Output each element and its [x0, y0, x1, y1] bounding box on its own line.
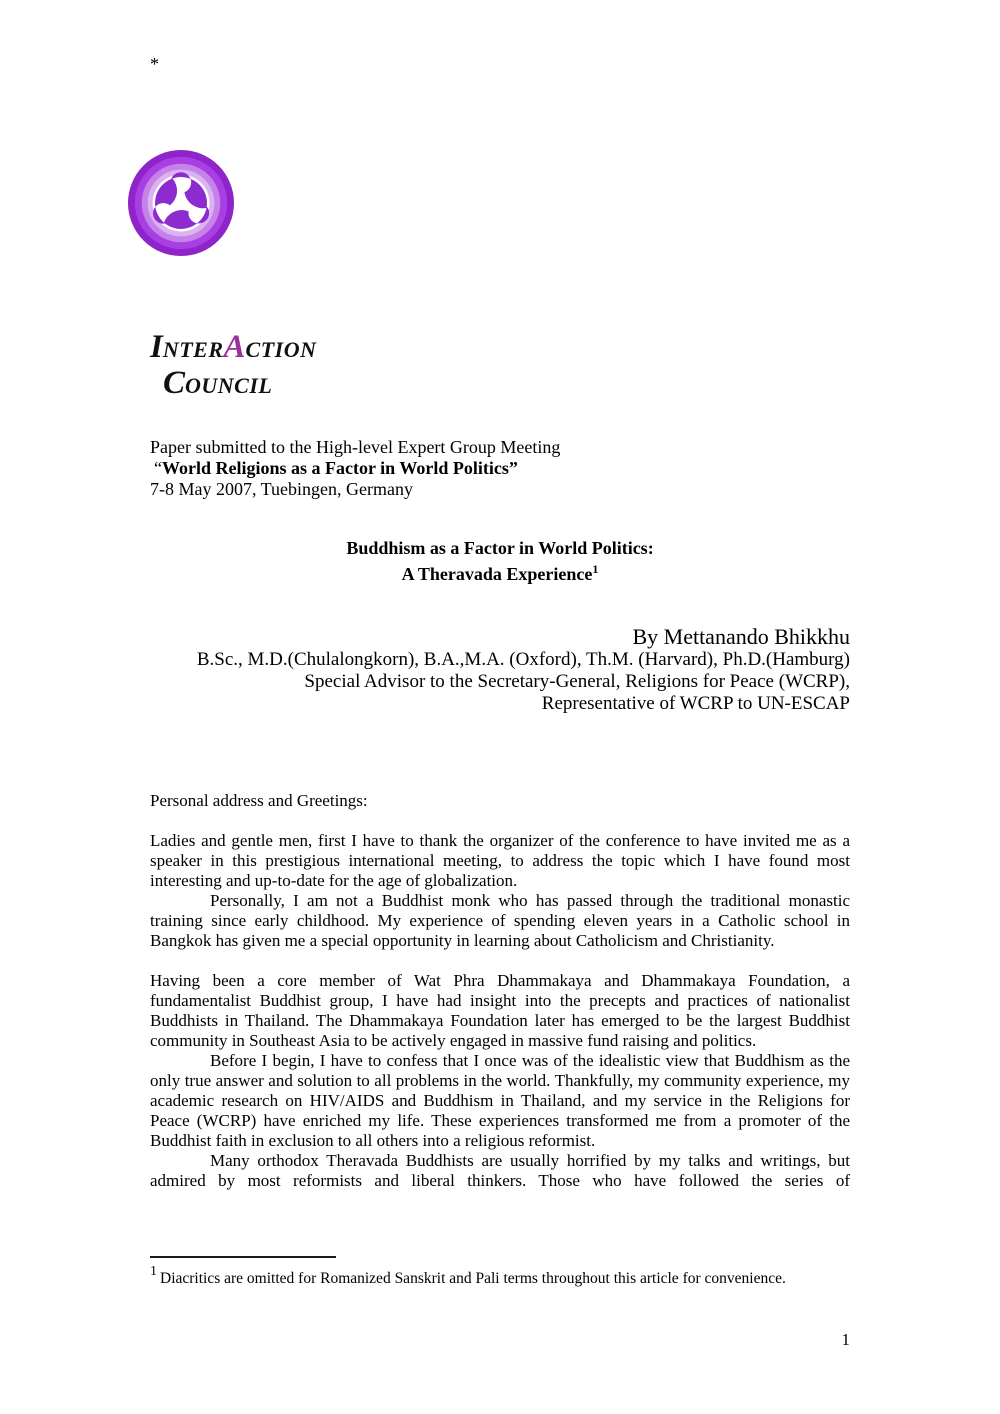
org-name-line2 [163, 365, 317, 404]
org-name-line1 [150, 329, 317, 368]
paper-subtitle: A Theravada Experience [401, 564, 593, 584]
body-paragraph: Many orthodox Theravada Buddhists are usually horrified by my talks and writings, but admired by most reformists and liberal thinkers. Those who have followed the series of [150, 1151, 850, 1190]
meeting-title-bold: World Religions as a Factor in World Politics [162, 458, 509, 478]
footnote-reference: 1 [592, 562, 599, 576]
org-initial-c: C [163, 365, 186, 401]
footnote-area [150, 1256, 850, 1288]
submission-info [150, 437, 560, 500]
greeting-heading: Personal address and Greetings: [150, 791, 368, 810]
author-byline: By Mettanando Bhikkhu [632, 624, 850, 649]
submission-meeting-title [150, 458, 560, 479]
body-paragraph: Before I begin, I have to confess that I once was of the idealistic view that Buddhism as the only true answer and solution to all problems in the world. Thankfully, my community experience, my academic research on HIV/AIDS and Buddhism in Thailand, and my service in the Religions for Peace (WCRP) have enriched my life. These experiences transformed me from a promoter of the Buddhist faith in exclusion to all others into a religious reformist. [150, 1051, 850, 1150]
org-initial-a: A [223, 329, 246, 365]
footnote-number: 1 [150, 1264, 157, 1279]
org-ction: CTION [245, 337, 317, 362]
quote-close: ” [508, 458, 518, 478]
author-block [150, 624, 850, 715]
tomoe-swirl-icon [127, 149, 235, 257]
org-nter: NTER [162, 337, 224, 362]
body-paragraph: Personally, I am not a Buddhist monk who has passed through the traditional monastic training since early childhood. My experience of spending eleven years in a Catholic school in Bangkok has given me a special opportunity in learning about Catholicism and Christianity. [150, 891, 850, 950]
paper-title-line2 [150, 559, 850, 585]
org-name [150, 329, 317, 404]
body-paragraph: Having been a core member of Wat Phra Dhammakaya and Dhammakaya Foundation, a fundamentalist Buddhist group, I have had insight into the precepts and practices of nationalist Buddhists in Thailand. The Dhammakaya Foundation later has emerged to be the largest Buddhist community in Southeast Asia to be actively engaged in massive fund raising and politics. [150, 971, 850, 1050]
author-role1: Special Advisor to the Secretary-General, Religions for Peace (WCRP), [304, 671, 850, 692]
org-initial-i: I [150, 329, 163, 365]
interaction-council-logo [127, 149, 235, 257]
submission-date-location: 7-8 May 2007, Tuebingen, Germany [150, 479, 413, 499]
submission-line1: Paper submitted to the High-level Expert Group Meeting [150, 437, 561, 457]
author-role2: Representative of WCRP to UN-ESCAP [541, 693, 850, 714]
body-text [150, 831, 850, 1191]
author-degrees: B.Sc., M.D.(Chulalongkorn), B.A.,M.A. (Oxford), Th.M. (Harvard), Ph.D.(Hamburg) [196, 649, 850, 670]
footnote [150, 1264, 850, 1288]
footnote-body: Diacritics are omitted for Romanized Sanskrit and Pali terms throughout this article for convenience. [160, 1270, 786, 1288]
body-paragraph: Ladies and gentle men, first I have to thank the organizer of the conference to have invited me as a speaker in this prestigious international meeting, to address the topic which I have found most interesting and up-to-date for the age of globalization. [150, 831, 850, 890]
org-ouncil: OUNCIL [185, 373, 273, 398]
page-number: 1 [841, 1330, 850, 1349]
title-page-asterisk: * [150, 54, 159, 74]
paper-title-line1: Buddhism as a Factor in World Politics: [346, 538, 654, 558]
quote-open: “ [154, 458, 162, 478]
footnote-separator [150, 1256, 336, 1258]
paper-title [150, 538, 850, 585]
